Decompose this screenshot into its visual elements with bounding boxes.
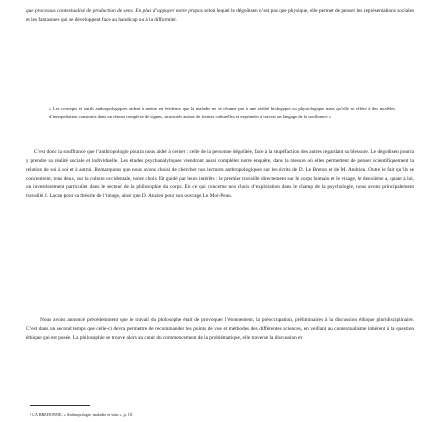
paragraph-intro-lead: que processus contextualisé de production de sens. En plus d’appuyer notre propos <box>26 8 203 15</box>
paragraph-philosophy: Nous avons annoncé précédemment que le travail du philosophe était de provoquer l’étonnement, la préoccupation, préliminaires à la discussion éthique pluridisciplinaire. C’est dans un second temps que celle-ci devra permettre de recommander les points de vue et méthodes des différentes sciences, en veillant au contextualisme inhérent à la question éthique qui est posée. La philosophie se trouve alors au cœur du commencement de la problématique, elle traverse la discussion et <box>26 317 414 341</box>
paragraph-anthropology: C’est donc la souffrance que l’anthropologie pourra nous aider à cerner : celle de la personne dégoûtée, face à la stupéfaction des autres regardant sa blessure. Le dégoûtsen pourra y prendre sa réalité sociale et individuelle. Les études psychanalytiques viendront aussi compléter notre enquête, dans la mesure où elles permettent de penser scientifiquement la relation de soi à soi et à autrui. Remarquons que nous avons choisi de chercher nos lectures anthropologiques sur les écrits de D. Le Breton et de M. Andrieu. Outre le fait qu’ils se concentrent, tous deux, sur la culture occidentale, notre choix fût guidé par leurs intérêts : le premier travaille directement sur le corps humain et le visage, le deuxième a, quant à lui, un investissement particulier dans le secteur de la philosophie du corps. En ce qui concerne nos choix d’exploration dans le champ de la psychologie, nous avons principalement travaillé J. Lacan pour sa théorie de l’image, ainsi que D. Anzieu pour son ouvrage Le Moi-Peau. <box>26 149 414 200</box>
paragraph-intro-rest: selon lequel le dégoûtsen n’est pas que physique, elle permet de penser les représentations sociales et les fantasmes qui se développent face au handicap ou à la difformité. <box>26 8 415 24</box>
block-quote: « Les concepts et outils anthropologiques aident à mettre en évidence que la maladie ne se résume pas à une réalité biologique ou physiologique mais qu’elle se réfère à des modèles d’interprétation construits dans un réseau complexe de signes, structurés autour de formes culturelles et exprimées à travers un langage de la souffrance » <box>49 105 395 120</box>
footnote-divider <box>30 405 90 406</box>
paragraph-intro <box>26 7 414 25</box>
footnote: ¹ LA BREDONNE, « Anthropologie, maladie et soin », p. 10. <box>30 412 134 418</box>
